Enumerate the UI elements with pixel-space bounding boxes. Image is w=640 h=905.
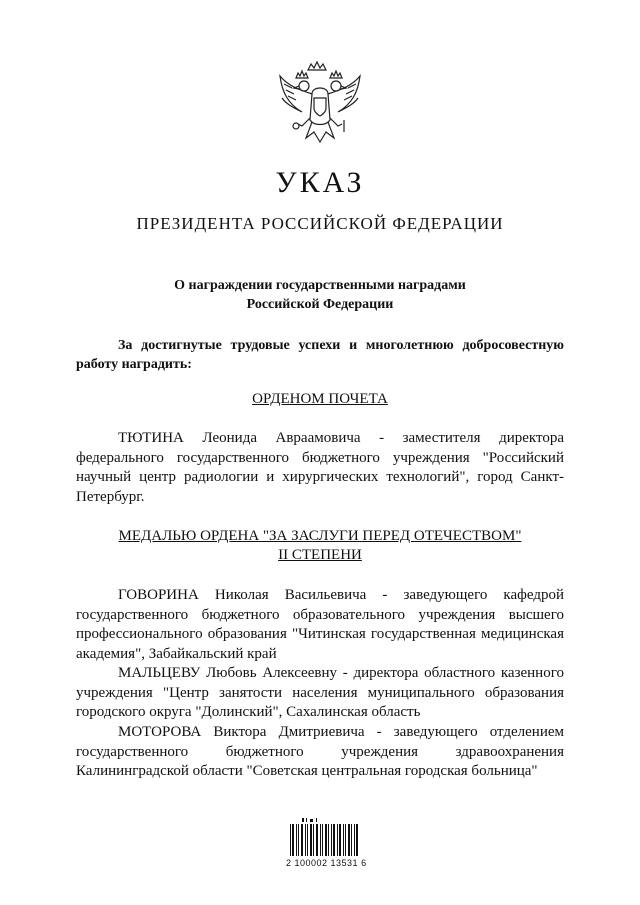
awardee-details: Любовь Алексеевну - директора областного казенного учреждения "Центр занятости населения муниципального образования городского округа "Долинский", Сахалинская область <box>76 665 564 720</box>
subject-line: О награждении государственными наградами <box>174 278 466 293</box>
award-heading-medal <box>76 527 564 565</box>
awardee-surname: ГОВОРИНА <box>118 587 215 603</box>
barcode-graphic <box>290 818 360 862</box>
awardee-surname: МОТОРОВА <box>118 724 214 740</box>
award-heading-line: II СТЕПЕНИ <box>278 547 362 563</box>
subject-line: Российской Федерации <box>246 297 394 312</box>
awardee-surname: ТЮТИНА <box>118 430 203 446</box>
awardee-paragraph <box>76 586 564 664</box>
awardee-surname: МАЛЬЦЕВУ <box>118 665 207 681</box>
decree-subtitle: ПРЕЗИДЕНТА РОССИЙСКОЙ ФЕДЕРАЦИИ <box>136 214 504 233</box>
award-heading-line: ОРДЕНОМ ПОЧЕТА <box>252 391 388 407</box>
awardee-paragraph <box>76 723 564 782</box>
awardee-details: Леонида Авраамовича - заместителя директора федерального государственного бюджетного учреждения "Российский научный центр радиологии и хирургических технологий", город Санкт-Петербург. <box>76 430 564 505</box>
barcode-number: 2 100002 13531 6 <box>286 858 367 868</box>
decree-title: УКАЗ <box>275 166 365 199</box>
award-heading-line: МЕДАЛЬЮ ОРДЕНА "ЗА ЗАСЛУГИ ПЕРЕД ОТЕЧЕСТВОМ" <box>118 528 522 544</box>
awardee-details: Виктора Дмитриевича - заведующего отделением государственного бюджетного учреждения здравоохранения Калининградской области "Советская центральная городская больница" <box>76 724 565 779</box>
awardee-paragraph <box>76 664 564 723</box>
awardee-paragraph <box>76 429 564 507</box>
decree-intro: За достигнутые трудовые успехи и многолетнюю добросовестную работу наградить: <box>76 338 564 372</box>
coat-of-arms-emblem <box>272 56 368 152</box>
decree-subject <box>120 276 520 314</box>
award-heading-order-of-honor <box>76 390 564 409</box>
awardee-details: Николая Васильевича - заведующего кафедрой государственного бюджетного образовательного учреждения высшего профессионального образования "Читинская государственная медицинская академия", Забайкальский край <box>76 587 564 662</box>
